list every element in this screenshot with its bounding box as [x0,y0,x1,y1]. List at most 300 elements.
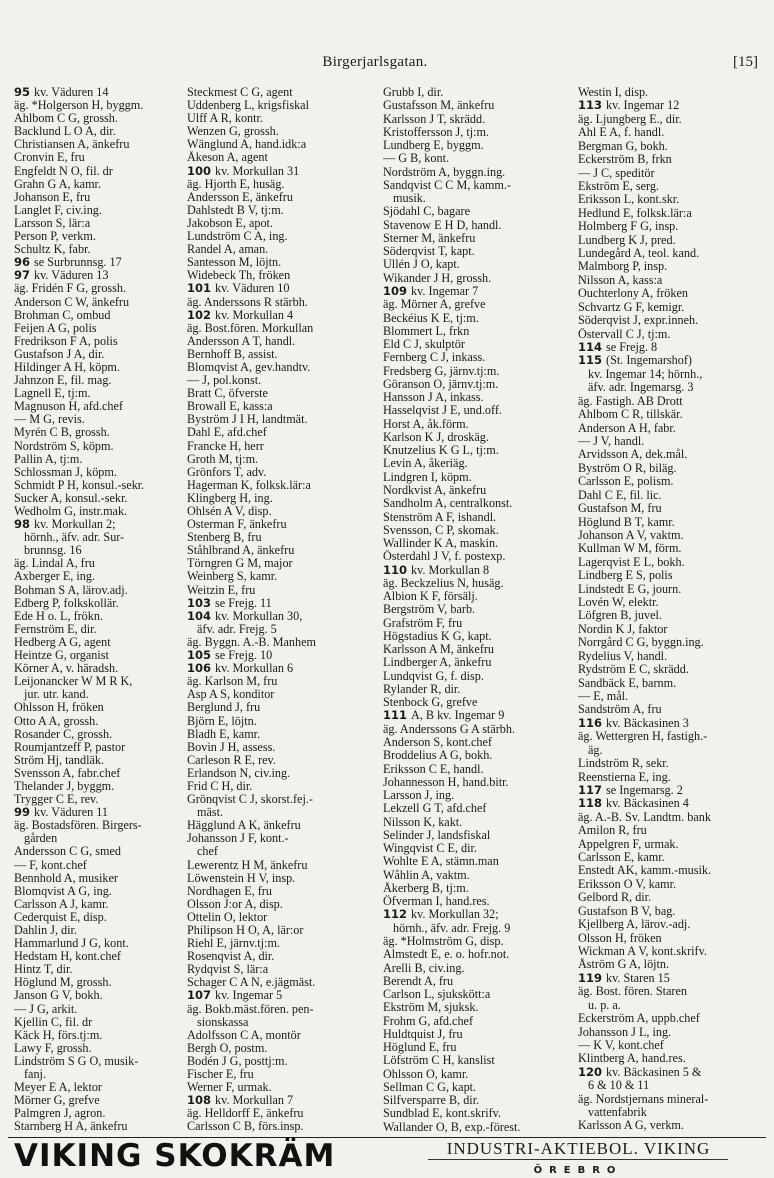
directory-entry: Wingqvist C E, dir. [383,842,477,856]
directory-column-4 [578,86,768,1134]
directory-entry: Beckéius K E, tj:m. [383,311,479,325]
directory-entry: Gustafson J A, dir. [14,347,105,361]
directory-entry: Ede H o. L, frökn. [14,609,104,623]
directory-entry: Rydström E C, skrädd. [578,663,689,677]
property-block-text: kv. Ingemar 5 [215,989,283,1003]
directory-entry: Dahl E, afd.chef [187,426,267,440]
directory-entry: Cederquist E, disp. [14,910,107,924]
directory-entry: Eriksson L, kont.skr. [578,193,680,207]
directory-entry: Fernberg C J, inkass. [383,351,486,365]
directory-entry: Sandbäck E, barnm. [578,676,677,690]
directory-entry: Ekström E, serg. [578,179,660,193]
directory-entry [14,531,184,544]
directory-entry: Bennhold A, musiker [14,871,118,885]
directory-entry: Åkeson A, agent [187,151,268,165]
directory-entry: Reenstierna E, ing. [578,770,671,784]
directory-entry: Kullman W M, förm. [578,542,682,556]
directory-entry: Lindgren I, köpm. [383,470,472,484]
directory-entry: — J V, handl. [578,434,645,448]
directory-entry: Lindstedt E G, journ. [578,582,682,596]
directory-entry: Törngren G M, major [187,557,293,571]
directory-entry [14,256,184,269]
directory-entry: Ahl E A, f. handl. [578,126,665,140]
directory-entry [383,285,576,298]
directory-entry: Schmidt P H, konsul.-sekr. [14,478,145,492]
directory-entry: Adolfsson C A, montör [187,1028,301,1042]
directory-entry [383,564,576,577]
directory-entry: Sandström A, fru [578,703,662,717]
directory-entry: Brohman C, ombud [14,308,111,322]
entry-text: vattenfabrik [588,1106,647,1120]
directory-entry: Heintze G, organist [14,649,109,663]
property-block-text: kv. Morkullan 32; [411,908,499,922]
page-header [0,54,774,76]
directory-entry: Nilsson K, kakt. [383,815,463,829]
directory-entry [187,282,381,295]
directory-entry: Grönqvist C J, skorst.fej.- [187,793,313,807]
directory-entry: Stenberg B, fru [187,531,262,545]
directory-entry: Hammarlund J G, kont. [14,937,129,951]
directory-entry: Lindström S G O, musik- [14,1054,139,1068]
directory-entry: Myrén C B, grossh. [14,426,110,440]
directory-entry: — J, pol.konst. [187,374,262,388]
directory-entry: äg. Lindal A, fru [14,557,95,571]
directory-entry: Sucker A, konsul.-sekr. [14,491,128,505]
property-number: 110 [383,563,408,577]
directory-entry: Högstadius K G, kapt. [383,629,492,643]
directory-entry: Philipson H O, A, lär:or [187,924,304,937]
entry-text: hörnh., äfv. adr. Sur- [24,531,125,545]
directory-entry: Johannesson H, hand.bitr. [383,775,509,789]
directory-entry: Lagerqvist E L, bokh. [578,555,685,569]
directory-entry [14,806,184,819]
directory-entry: Dahlstedt B V, tj:m. [187,203,284,217]
property-number: 107 [187,989,212,1003]
directory-entry: Olsson H, fröken [578,931,662,945]
directory-entry: Eckerström B, frkn [578,153,672,167]
directory-entry: Rylander R, dir. [383,682,461,696]
property-number: 95 [14,86,31,99]
property-number: 106 [187,662,212,676]
directory-entry: Otto A A, grossh. [14,714,99,728]
directory-entry: Grahn G A, kamr. [14,177,101,191]
property-number: 102 [187,308,212,322]
directory-entry: Thelander J, byggm. [14,779,115,793]
directory-entry [187,806,381,819]
directory-entry: Sandqvist C C M, kamm.- [383,178,511,192]
directory-entry [187,623,381,636]
directory-entry: Nordström S, köpm. [14,439,114,453]
directory-entry: Nilsson A, kass:a [578,273,663,287]
directory-entry: äg. Fastigh. AB Drott [578,394,683,408]
directory-column-2 [187,86,381,1134]
directory-entry: Weinberg S, kamr. [187,570,278,584]
directory-entry: Ohlsson H, fröken [14,701,104,715]
directory-entry: Andersson C G, smed [14,845,121,859]
directory-entry: Öfverman I, hand.res. [383,895,490,909]
directory-entry: Hagerman K, folksk.lär:a [187,478,311,492]
directory-entry: äg. Hjorth E, husäg. [187,177,285,191]
directory-entry: äg. Bost.fören. Morkullan [187,321,314,335]
directory-entry: — J C, speditör [578,166,655,180]
directory-entry: Bodén J G, posttj:m. [187,1054,288,1068]
directory-entry: Wikander J H, grossh. [383,271,492,285]
directory-entry: Janson G V, bokh. [14,989,103,1003]
directory-entry: Kjellin C, fil. dr [14,1015,93,1029]
directory-entry: Käck H, förs.tj:m. [14,1028,103,1042]
property-number: 105 [187,649,212,663]
property-block-text: A, B kv. Ingemar 9 [411,709,505,723]
entry-text: jur. utr. kand. [24,688,89,702]
directory-entry: Fischer E, fru [187,1068,254,1082]
directory-entry: Amilon R, fru [578,824,647,838]
property-block-text: se Surbrunnsg. 17 [34,256,122,270]
directory-entry: Steckmest C G, agent [187,86,293,99]
property-block-text: kv. Väduren 10 [215,282,290,296]
directory-entry: Kjellberg A, lärov.-adj. [578,918,691,932]
property-block-text: kv. Bäckasinen 4 [606,797,689,811]
directory-entry [187,610,381,623]
directory-entry: Gelbord R, dir. [578,891,652,905]
directory-entry: Fredsberg G, järnv.tj:m. [383,364,500,378]
property-number: 99 [14,806,31,820]
directory-entry: Carlsson E, kamr. [578,851,665,865]
directory-entry: Magnuson H, afd.chef [14,400,123,414]
directory-entry [187,597,381,610]
directory-entry: Wedholm G, instr.mak. [14,505,128,518]
directory-entry: Wänglund A, hand.idk:a [187,138,307,152]
directory-entry: Asp A S, konditor [187,688,275,702]
directory-entry: Andersson A T, handl. [187,334,296,348]
directory-column-3 [383,86,576,1134]
directory-entry: Björn E, löjtn. [187,714,257,728]
property-number: 98 [14,518,31,532]
directory-entry: Person P, verkm. [14,230,96,244]
directory-entry: Ohlsén A V, disp. [187,505,272,518]
directory-entry: Cronvin E, fru [14,151,85,165]
directory-entry: Feijen A G, polis [14,321,97,335]
directory-entry: Albion K F, försälj. [383,590,478,604]
directory-entry: Lundström C A, ing. [187,230,288,244]
directory-entry: Ahlbom C G, grossh. [14,112,118,126]
property-block-text: kv. Staren 15 [606,971,670,985]
directory-entry: Carlsson E, polism. [578,475,674,489]
entry-text: chef [197,845,218,859]
property-number: 118 [578,797,603,811]
directory-entry: äg. Bokb.mäst.fören. pen- [187,1002,314,1016]
directory-entry: Larsson S, lär:a [14,216,91,230]
directory-entry [578,354,768,367]
directory-entry: Österdahl J V, f. postexp. [383,550,506,564]
directory-entry: Ullén J O, kapt. [383,258,460,272]
directory-entry: Sterner M, änkefru [383,231,476,245]
directory-entry [14,269,184,282]
directory-entry [578,744,768,757]
directory-entry [187,662,381,675]
directory-entry: Levin A, åkeriäg. [383,457,468,471]
directory-entry: Bladh E, kamr. [187,727,261,741]
directory-entry: äg. Mörner A, grefve [383,298,486,312]
directory-entry: Jakobson E, apot. [187,216,273,230]
directory-entry: Werner F, urmak. [187,1081,272,1095]
property-number: 111 [383,709,408,723]
directory-entry: Frohm G, afd.chef [383,1014,474,1028]
directory-entry: Lawy F, grossh. [14,1041,92,1055]
entry-text: äfv. adr. Ingemarsg. 3 [588,381,694,395]
directory-entry [14,544,184,557]
directory-entry: Schultz K, fabr. [14,243,91,257]
directory-entry: Huldtquist J, fru [383,1027,463,1041]
directory-entry: Blommert L, frkn [383,324,470,338]
directory-entry: Arelli B, civ.ing. [383,961,465,975]
directory-entry [14,518,184,531]
property-number: 100 [187,164,212,178]
directory-entry: Hansson J A, inkass. [383,391,484,405]
directory-entry: Selinder J, landsfiskal [383,828,491,842]
directory-entry: Dahlin J, dir. [14,924,77,937]
directory-entry: Bergman G, bokh. [578,139,668,153]
directory-entry: Klingberg H, ing. [187,491,273,505]
directory-entry: Höglund E, fru [383,1041,457,1055]
entry-text: u. p. a. [588,998,621,1012]
directory-entry: Lundqvist G, f. disp. [383,669,484,683]
directory-entry: Lundberg E, byggm. [383,139,484,153]
directory-entry: Bergh O, postm. [187,1041,268,1055]
property-number: 117 [578,783,603,797]
directory-entry: Bergström V, barb. [383,603,476,617]
directory-entry: Hedlund E, folksk.lär:a [578,206,692,220]
entry-text: brunnsg. 16 [24,544,82,558]
directory-entry: Blomqvist A G, ing. [14,884,112,898]
property-block-text: se Frejg. 11 [215,596,272,610]
directory-entry: Blomqvist A, gev.handtv. [187,360,311,374]
directory-entry [578,784,768,797]
property-number: 116 [578,716,603,730]
property-block-text: kv. Morkullan 4 [215,308,294,322]
directory-entry [187,165,381,178]
directory-entry: äg. Byggn. A.-B. Manhem [187,635,316,649]
directory-entry: — K V, kont.chef [578,1038,664,1052]
directory-entry: Lovén W, elektr. [578,596,659,610]
street-title: Birgerjarlsgatan. [322,54,428,70]
directory-entry [187,989,381,1002]
property-block-text: kv. Ingemar 7 [411,284,479,298]
directory-entry: Frid C H, dir. [187,779,253,793]
entry-text: hörnh., äfv. adr. Frejg. 9 [393,921,511,935]
directory-entry [578,368,768,381]
directory-entry: Byström J I H, landtmät. [187,413,308,427]
directory-entry: Berendt A, fru [383,974,454,988]
directory-entry: Söderqvist J, expr.inneh. [578,314,699,328]
property-block-text: kv. Morkullan 30, [215,609,303,623]
directory-entry: Langlet F, civ.ing. [14,203,102,217]
directory-entry: Åkerberg B, tj:m. [383,881,469,895]
property-number: 115 [578,354,603,368]
directory-entry: Ström Hj, tandläk. [14,753,105,767]
directory-entry [383,709,576,722]
directory-entry: Uddenberg L, krigsfiskal [187,99,309,113]
directory-entry [187,309,381,322]
entry-text: musik. [393,192,426,206]
directory-entry [383,192,576,205]
directory-entry: Ekström M, sjuksk. [383,1001,479,1015]
directory-entry: Dahl C E, fil. lic. [578,488,662,502]
directory-entry [578,1066,768,1079]
directory-entry: Karlsson A M, änkefru [383,643,495,657]
directory-entry: Bohman S A, lärov.adj. [14,583,128,597]
directory-entry: Göranson O, järnv.tj:m. [383,377,499,391]
directory-entry: Eriksson O V, kamr. [578,877,677,891]
directory-entry: Bernhoff B, assist. [187,347,278,361]
property-block-text: kv. Bäckasinen 5 & [606,1065,702,1079]
directory-entry: Rydelius V, handl. [578,649,668,663]
directory-entry: Svensson, C P, skomak. [383,523,499,537]
entry-text: äg. [588,743,603,757]
directory-entry: Nordkvist A, änkefru [383,483,487,497]
directory-entry: äg. Anderssons R stärbh. [187,295,308,309]
directory-entry [14,86,184,99]
directory-entry: Larsson J, ing. [383,789,455,803]
directory-entry: Santesson M, löjtn. [187,256,282,270]
directory-entry: Karlson K J, droskäg. [383,430,489,444]
directory-entry: Hedstam H, kont.chef [14,950,121,964]
directory-entry: Broddelius A G, bokh. [383,749,493,763]
property-number: 109 [383,284,408,298]
entry-text: kv. Ingemar 14; hörnh., [588,367,703,381]
entry-text: mäst. [197,806,224,820]
directory-entry: Wenzen G, grossh. [187,125,279,139]
directory-entry: Hedberg A G, agent [14,635,111,649]
directory-column-1 [14,86,184,1134]
directory-entry: Nordin K J, faktor [578,622,668,636]
directory-entry: Rosander C, grossh. [14,727,113,741]
directory-entry: äg. Karlson M, fru [187,675,278,689]
directory-entry: Höglund M, grossh. [14,976,112,990]
property-block-text: se Frejg. 8 [606,341,658,355]
directory-entry: Eriksson C E, handl. [383,762,484,776]
property-number: 96 [14,256,31,270]
directory-entry: äg. Wettergren H, fastigh.- [578,730,708,744]
directory-entry: Bratt C, öfverste [187,387,268,401]
directory-entry: Stenström A F, ishandl. [383,510,497,524]
directory-entry: Löfgren B, juvel. [578,609,662,623]
entry-text: äfv. adr. Frejg. 5 [197,622,277,636]
property-number: 104 [187,609,212,623]
directory-entry: Körner A, v. häradsh. [14,662,119,676]
advertiser-city-rule [428,1159,728,1176]
directory-entry [578,1079,768,1092]
directory-entry: Engfeldt N O, fil. dr [14,164,113,178]
property-block-text: se Frejg. 10 [215,649,273,663]
directory-entry: Schvartz G F, kemigr. [578,300,685,314]
directory-entry: Meyer E A, lektor [14,1081,102,1095]
directory-entry: Lagnell E, tj:m. [14,387,91,401]
directory-entry [187,649,381,662]
directory-entry: Grönfors T, adv. [187,465,267,479]
property-block-text: kv. Väduren 11 [34,806,109,820]
property-block-text: kv. Väduren 13 [34,269,109,283]
directory-entry: Palmgren J, agron. [14,1107,106,1121]
directory-entry: äg. A.-B. Sv. Landtm. bank [578,810,711,824]
directory-entry [578,999,768,1012]
directory-entry: Norrgård C G, byggn.ing. [578,636,704,650]
property-block-text: kv. Väduren 14 [34,86,109,99]
directory-entry: Wåhlin A, vaktm. [383,868,470,882]
directory-entry: Stavenow E H D, handl. [383,218,502,232]
directory-entry: Östervall C J, tj:m. [578,327,671,341]
entry-text: sionskassa [197,1015,249,1029]
directory-entry: Lekzell G T, afd.chef [383,802,487,816]
directory-entry: Carlsson A J, kamr. [14,897,109,911]
directory-entry [187,845,381,858]
directory-entry: Roumjantzeff P, pastor [14,740,126,754]
directory-entry: Gustafsson M, änkefru [383,99,495,113]
directory-entry: Wallinder K A, maskin. [383,537,499,551]
directory-entry: Anderson A H, fabr. [578,421,676,435]
directory-entry: Malmborg P, insp. [578,260,668,274]
directory-entry: Erlandson N, civ.ing. [187,766,291,780]
directory-entry: Nordhagen E, fru [187,884,272,898]
directory-entry: Holmberg F G, insp. [578,220,679,234]
directory-entry [187,1094,381,1107]
directory-entry [383,922,576,935]
directory-entry: Westin I, disp. [578,86,649,99]
directory-entry: Andersson E, änkefru [187,190,293,204]
property-number: 120 [578,1065,603,1079]
directory-entry [14,832,184,845]
property-block-text: (St. Ingemarshof) [606,354,692,368]
directory-entry: Rosenqvist A, dir. [187,950,275,964]
property-block-text: kv. Ingemar 12 [606,99,680,113]
directory-entry: Stenbock G, grefve [383,696,478,710]
directory-entry: Appelgren F, urmak. [578,837,679,851]
directory-entry: Löfström C H, kanslist [383,1054,495,1068]
directory-entry: Ohlsson O, kamr. [383,1067,469,1081]
directory-entry: — M G, revis. [14,413,85,427]
directory-entry: Weitzin E, fru [187,583,256,597]
property-number: 97 [14,269,31,283]
directory-entry: Sellman C G, kapt. [383,1080,477,1094]
directory-entry: Ståhlbrand A, änkefru [187,544,295,558]
property-block-text: kv. Morkullan 6 [215,662,294,676]
directory-entry: Randel A, aman. [187,243,269,257]
directory-entry: Browall E, kass:a [187,400,273,414]
property-block-text: kv. Bäckasinen 3 [606,716,689,730]
directory-entry: — F, kont.chef [14,858,87,872]
directory-entry: Johansson J L, ing. [578,1025,672,1039]
directory-entry: Wohlte E A, stämn.man [383,855,499,869]
directory-entry: äg. *Holgerson H, byggm. [14,99,144,113]
directory-entry [383,908,576,921]
directory-entry: Edberg P, folkskollär. [14,596,119,610]
directory-entry [14,1068,184,1081]
directory-entry: Eckerström A, uppb.chef [578,1012,700,1026]
directory-entry: äg. Helldorff E, änkefru [187,1107,304,1121]
directory-entry: Hasselqvist J E, und.off. [383,404,502,418]
directory-entry: Fernström E, dir. [14,622,97,636]
directory-entry: Höglund B T, kamr. [578,515,675,529]
directory-entry: Karlsson A G, verkm. [578,1119,684,1133]
directory-entry: Sundblad E, kont.skrifv. [383,1107,502,1121]
directory-entry: Christiansen A, änkefru [14,138,130,152]
directory-entry: äg. Fridén F G, grossh. [14,282,127,296]
advertisement-banner [8,1137,766,1174]
directory-entry [578,797,768,810]
directory-entry: Svensson A, fabr.chef [14,766,121,780]
directory-entry: äg. Nordstjernans mineral- [578,1092,709,1106]
property-block-text: se Ingemarsg. 2 [606,783,683,797]
directory-entry: Lewerentz H M, änkefru [187,858,308,872]
